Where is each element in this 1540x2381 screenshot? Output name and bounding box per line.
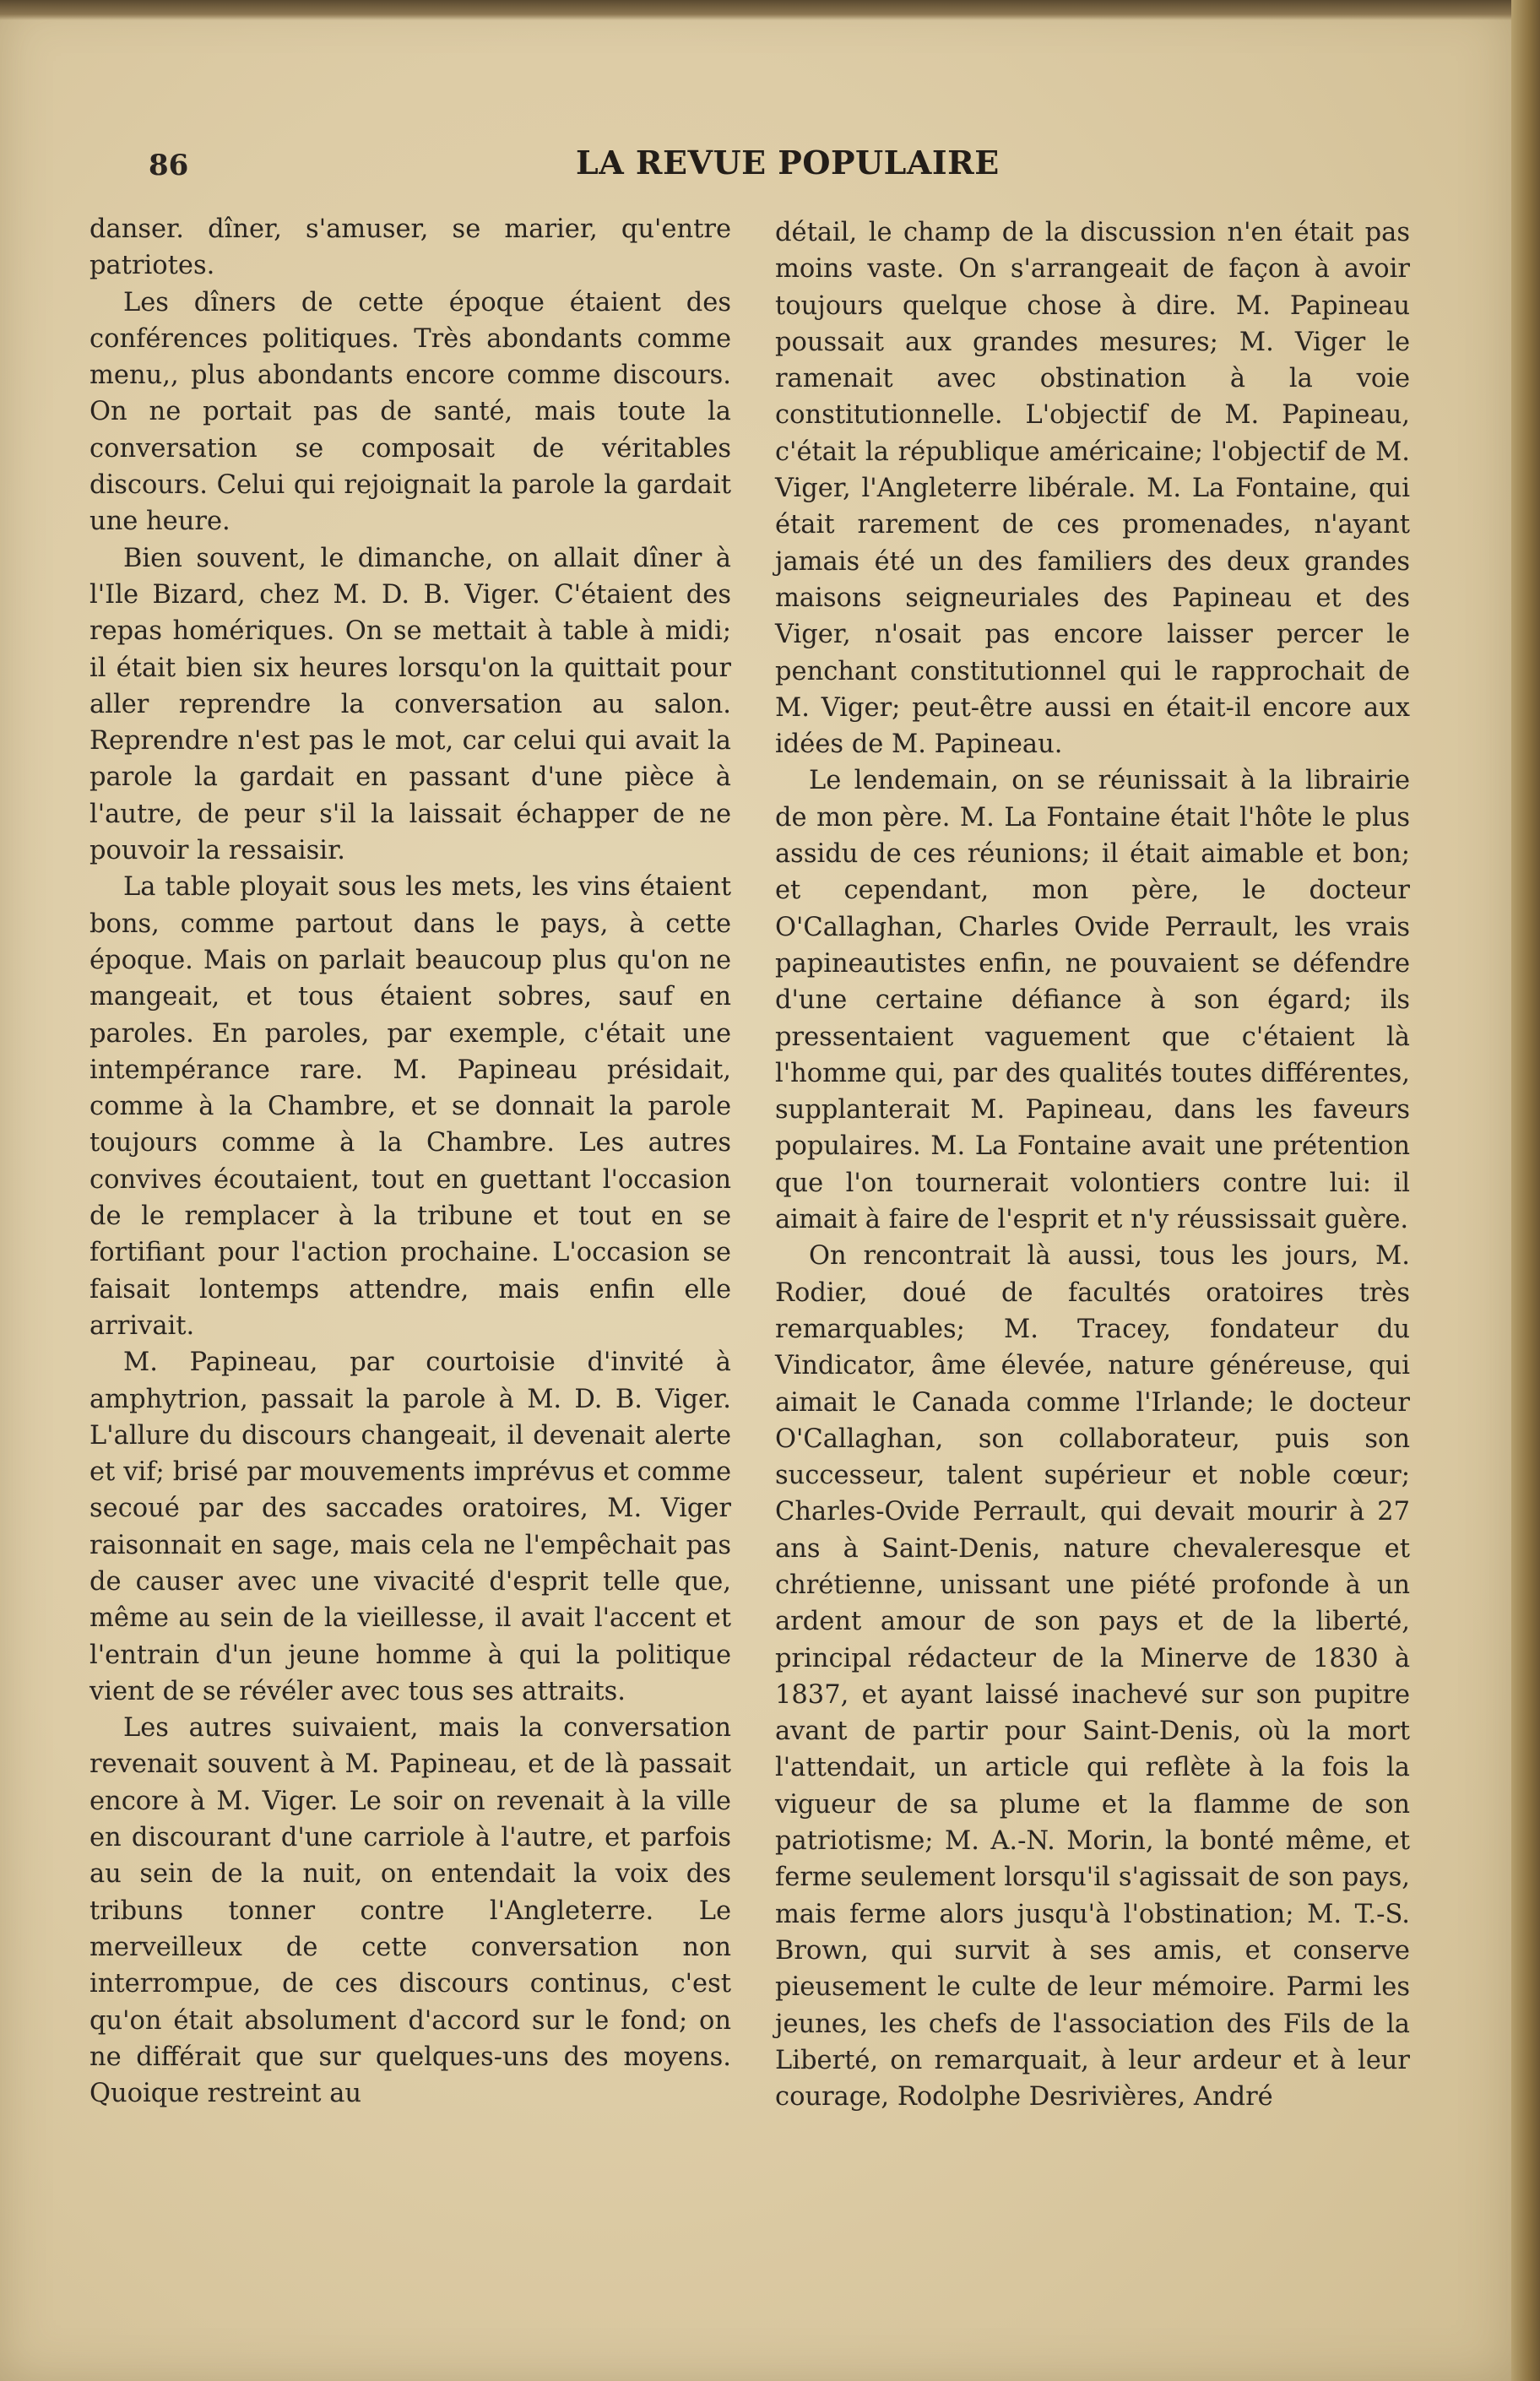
paragraph: Les autres suivaient, mais la conversation revenait souvent à M. Papineau, et de là passait encore à M. Viger. Le soir on revenait à la ville en discourant d'une carriole à l'autre, et parfois au sein de la nuit, on entendait la voix des tribuns tonner contre l'Angleterre. Le merveilleux de cette conversation non interrompue, de ces discours continus, c'est qu'on était absolument d'accord sur le fond; on ne différait que sur quelques-uns des moyens. Quoique restreint au (89, 1713, 731, 2109)
paragraph: On rencontrait là aussi, tous les jours, M. Rodier, doué de facultés oratoires très remarquables; M. Tracey, fondateur du Vindicator, âme élevée, nature généreuse, qui aimait le Canada comme l'Irlande; le docteur O'Callaghan, son collaborateur, puis son successeur, talent supérieur et noble cœur; Charles-Ovide Perrault, qui devait mourir à 27 ans à Saint-Denis, nature chevaleresque et chrétienne, unissant une piété profonde à un ardent amour de son pays et de la liberté, principal rédacteur de la Minerve de 1830 à 1837, et ayant laissé inachevé sur son pupitre avant de partir pour Saint-Denis, où la mort l'attendait, un article qui reflète à la fois la vigueur de sa plume et la flamme de son patriotisme; M. A.-N. Morin, la bonté même, et ferme seulement lorsqu'il s'agissait de son pays, mais ferme alors jusqu'à l'obstination; M. T.-S. Brown, qui survit à ses amis, et conserve pieusement le culte de leur mémoire. Parmi les jeunes, les chefs de l'association des Fils de la Liberté, on remarquait, à leur ardeur et à leur courage, Rodolphe Desrivières, André (775, 1241, 1410, 2113)
running-head: LA REVUE POPULAIRE (576, 144, 1000, 182)
paragraph: Le lendemain, on se réunissait à la librairie de mon père. M. La Fontaine était l'hôte le plus assidu de ces réunions; il était aimable et bon; et cependant, mon père, le docteur O'Callaghan, Charles Ovide Perrault, les vrais papineautistes enfin, ne pouvaient se défendre d'une certaine défiance à son égard; ils pressentaient vaguement que c'étaient là l'homme qui, par des qualités toutes différentes, supplanterait M. Papineau, dans les faveurs populaires. M. La Fontaine avait une prétention que l'on tournerait volontiers contre lui: il aimait à faire de l'esprit et n'y réussissait guère. (775, 766, 1410, 1235)
paragraph: Bien souvent, le dimanche, on allait dîner à l'Ile Bizard, chez M. D. B. Viger. C'étaient des repas homériques. On se mettait à table à midi; il était bien six heures lorsqu'on la quittait pour aller reprendre la conversation au salon. Reprendre n'est pas le mot, car celui qui avait la parole la gardait en passant d'une pièce à l'autre, de peur s'il la laissait échapper de ne pouvoir la ressaisir. (89, 543, 731, 866)
book-spine-edge (1511, 0, 1540, 2381)
paragraph: détail, le champ de la discussion n'en était pas moins vaste. On s'arrangeait de façon à avoir toujours quelque chose à dire. M. Papineau poussait aux grandes mesures; M. Viger le ramenait avec obstination à la voie constitutionnelle. L'objectif de M. Papineau, c'était la république américaine; l'objectif de M. Viger, l'Angleterre libérale. M. La Fontaine, qui était rarement de ces promenades, n'ayant jamais été un des familiers des deux grandes maisons seigneuriales des Papineau et des Viger, n'osait pas encore laisser percer le penchant constitutionnel qui le rapprochait de M. Viger; peut-être aussi en était-il encore aux idées de M. Papineau. (775, 218, 1410, 760)
page-header (0, 142, 1511, 193)
paragraph: danser. dîner, s'amuser, se marier, qu'entre patriotes. (89, 214, 731, 281)
paragraph: Les dîners de cette époque étaient des conférences politiques. Très abondants comme menu,, plus abondants encore comme discours. On ne portait pas de santé, mais toute la conversation se composait de véritables discours. Celui qui rejoignait la parole la gardait une heure. (89, 287, 731, 537)
page-number: 86 (149, 149, 189, 182)
page-top-edge (0, 0, 1511, 20)
paragraph: La table ployait sous les mets, les vins étaient bons, comme partout dans le pays, à cette époque. Mais on parlait beaucoup plus qu'on ne mangeait, et tous étaient sobres, sauf en paroles. En paroles, par exemple, c'était une intempérance rare. M. Papineau présidait, comme à la Chambre, et se donnait la parole toujours comme à la Chambre. Les autres convives écoutaient, tout en guettant l'occasion de le remplacer à la tribune et tout en se fortifiant pour l'action prochaine. L'occasion se faisait lontemps attendre, mais enfin elle arrivait. (89, 872, 731, 1341)
right-column (775, 214, 1410, 2115)
left-column (89, 211, 731, 2112)
paragraph: M. Papineau, par courtoisie d'invité à amphytrion, passait la parole à M. D. B. Viger. L'allure du discours changeait, il devenait alerte et vif; brisé par mouvements imprévus et comme secoué par des saccades oratoires, M. Viger raisonnait en sage, mais cela ne l'empêchait pas de causer avec une vivacité d'esprit telle que, même au sein de la vieillesse, il avait l'accent et l'entrain d'un jeune homme à qui la politique vient de se révéler avec tous ses attraits. (89, 1348, 731, 1706)
